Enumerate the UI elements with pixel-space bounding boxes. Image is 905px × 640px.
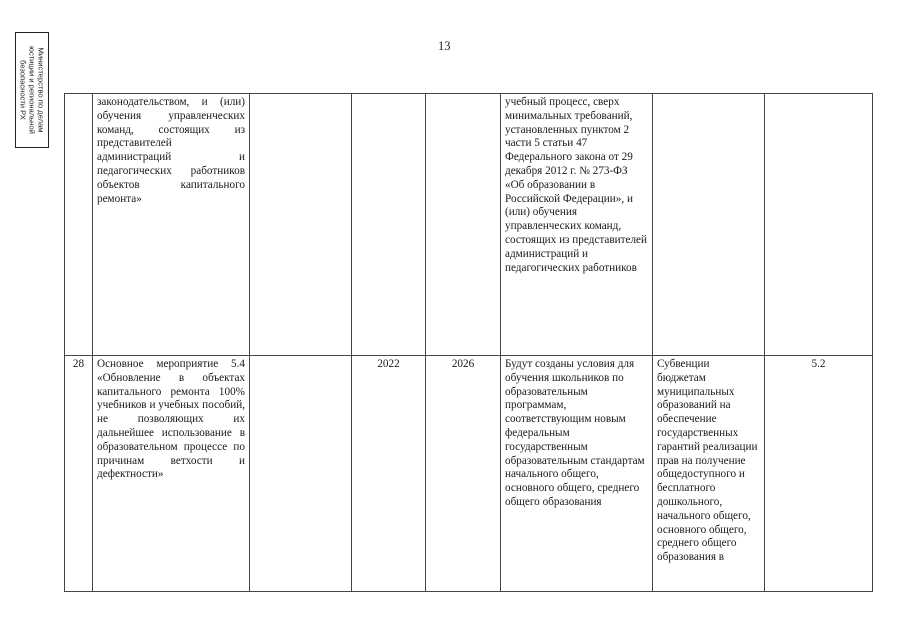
year-start bbox=[352, 94, 426, 356]
expected-result: Будут созданы условия для обучения школьников по образовательным программам, соответствующим новым федеральным государственным образовательным стандартам начального общего, основного общего, среднего общего образования bbox=[501, 356, 653, 592]
executor-cell bbox=[250, 356, 352, 592]
row-number bbox=[65, 94, 93, 356]
indicator-code: 5.2 bbox=[765, 356, 873, 592]
indicator-code bbox=[765, 94, 873, 356]
ministry-stamp bbox=[15, 32, 49, 148]
year-end bbox=[426, 94, 501, 356]
stamp-line: Министерство по делам bbox=[36, 47, 46, 133]
row-number: 28 bbox=[65, 356, 93, 592]
funding-direction: Субвенции бюджетам муниципальных образований на обеспечение государственных гарантий реализации прав на получение общедоступного и бесплатного дошкольного, начального общего, основного общего, среднего общего образования в bbox=[653, 356, 765, 592]
stamp-line: безопасности РХ bbox=[18, 60, 28, 120]
page-number: 13 bbox=[438, 39, 451, 53]
measure-name: законодательством, и (или) обучения управленческих команд, состоящих из представителей администраций и педагогических работников объектов капитального ремонта» bbox=[93, 94, 250, 356]
stamp-line: юстиции и региональной bbox=[27, 46, 37, 134]
measure-name: Основное мероприятие 5.4 «Обновление в объектах капитального ремонта 100% учебников и учебных пособий, не позволяющих их дальнейшее использование в образовательном процессе по причинам ветхости и дефектности» bbox=[93, 356, 250, 592]
expected-result: учебный процесс, сверх минимальных требований, установленных пунктом 2 части 5 статьи 47 Федерального закона от 29 декабря 2012 г. № 273-ФЗ «Об образовании в Российской Федерации», и (или) обучения управленческих команд, состоящих из представителей администраций и педагогических работников bbox=[501, 94, 653, 356]
table-row bbox=[65, 94, 873, 356]
measures-table bbox=[64, 93, 873, 592]
funding-direction bbox=[653, 94, 765, 356]
executor-cell bbox=[250, 94, 352, 356]
year-start: 2022 bbox=[352, 356, 426, 592]
year-end: 2026 bbox=[426, 356, 501, 592]
stamp-text bbox=[19, 34, 46, 146]
table-row bbox=[65, 356, 873, 592]
